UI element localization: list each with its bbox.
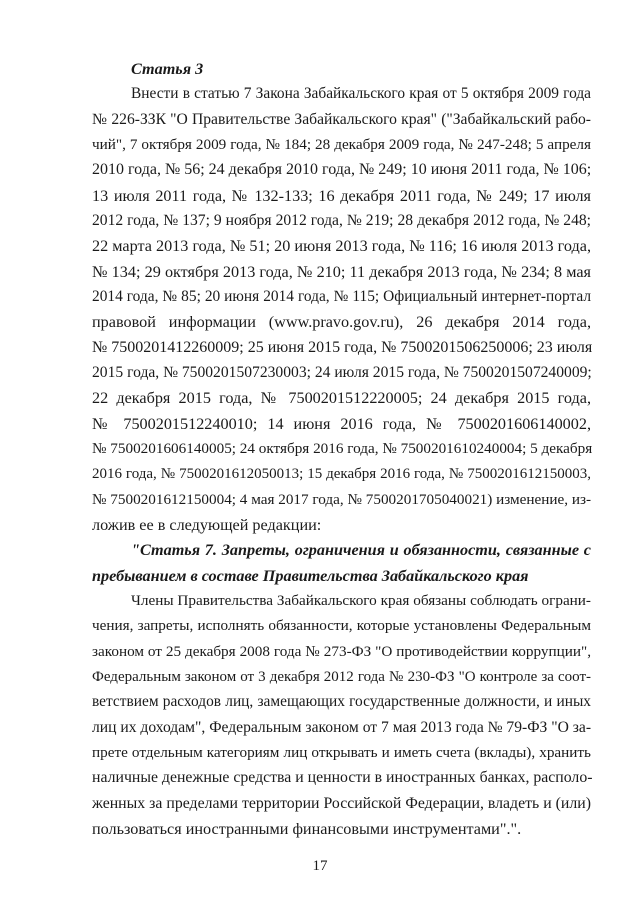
- new-article-line: пользоваться иностранными финансовыми инструментами".".: [92, 820, 522, 838]
- new-article-line: женных за пределами территории Российской Федерации, владеть и (или): [92, 795, 591, 812]
- new-article-line: Члены Правительства Забайкальского края обязаны соблюдать ограни-: [131, 592, 591, 609]
- article-heading: Статья 3: [131, 60, 204, 78]
- body-line: № 7500201412260009; 25 июня 2015 года, № 7500201506250006; 23 июля: [92, 339, 593, 356]
- new-article-title: "Статья 7. Запреты, ограничения и обязанности, связанные с: [131, 541, 591, 559]
- body-line: 2016 года, № 7500201612050013; 15 декабря 2016 года, № 7500201612150003,: [92, 466, 591, 482]
- body-line: 2015 года, № 7500201507230003; 24 июля 2015 года, № 7500201507240009;: [92, 364, 592, 381]
- new-article-line: ветствием расходов лиц, замещающих государственные должности, и иных: [92, 693, 591, 710]
- body-line: № 134; 29 октября 2013 года, № 210; 11 декабря 2013 года, № 234; 8 мая: [92, 263, 591, 281]
- body-line: ложив ее в следующей редакции:: [92, 516, 322, 534]
- body-line: 2014 года, № 85; 20 июня 2014 года, № 115; Официальный интернет-портал: [92, 288, 591, 305]
- page-number: 17: [312, 858, 328, 874]
- body-line: Внести в статью 7 Закона Забайкальского края от 5 октября 2009 года: [131, 85, 591, 102]
- new-article-line: законом от 25 декабря 2008 года № 273-ФЗ "О противодействии коррупции",: [92, 643, 591, 660]
- body-line: № 7500201612150004; 4 мая 2017 года, № 7500201705040021) изменение, из-: [92, 491, 592, 508]
- body-line: 2012 года, № 137; 9 ноября 2012 года, № 219; 28 декабря 2012 года, № 248;: [92, 212, 591, 229]
- new-article-line: лиц их доходам", Федеральным законом от 7 мая 2013 года № 79-ФЗ "О за-: [92, 719, 592, 736]
- body-line: чий", 7 октября 2009 года, № 184; 28 декабря 2009 года, № 247-248; 5 апреля: [92, 136, 591, 153]
- body-line: № 226-ЗЗК "О Правительстве Забайкальского края" ("Забайкальский рабо-: [92, 111, 591, 128]
- body-line: правовой информации (www.pravo.gov.ru), 26 декабря 2014 года,: [92, 313, 591, 331]
- body-line: 2010 года, № 56; 24 декабря 2010 года, № 249; 10 июня 2011 года, № 106;: [92, 161, 592, 178]
- new-article-line: чения, запреты, исполнять обязанности, которые установлены Федеральным: [92, 617, 591, 634]
- body-line: № 7500201606140005; 24 октября 2016 года, № 7500201610240004; 5 декабря: [92, 440, 593, 457]
- new-article-line: наличные денежные средства и ценности в иностранных банках, располо-: [92, 769, 593, 786]
- body-line: 22 марта 2013 года, № 51; 20 июня 2013 года, № 116; 16 июля 2013 года,: [92, 237, 591, 255]
- new-article-line: прете отдельным категориям лиц открывать и иметь счета (вклады), хранить: [92, 744, 591, 761]
- new-article-line: Федеральным законом от 3 декабря 2012 года № 230-ФЗ "О контроле за соот-: [92, 669, 591, 685]
- body-line: 22 декабря 2015 года, № 7500201512220005; 24 декабря 2015 года,: [92, 389, 591, 407]
- body-line: № 7500201512240010; 14 июня 2016 года, № 7500201606140002,: [92, 415, 591, 433]
- body-line: 13 июля 2011 года, № 132-133; 16 декабря 2011 года, № 249; 17 июля: [92, 187, 591, 205]
- new-article-title: пребыванием в составе Правительства Забайкальского края: [92, 567, 529, 585]
